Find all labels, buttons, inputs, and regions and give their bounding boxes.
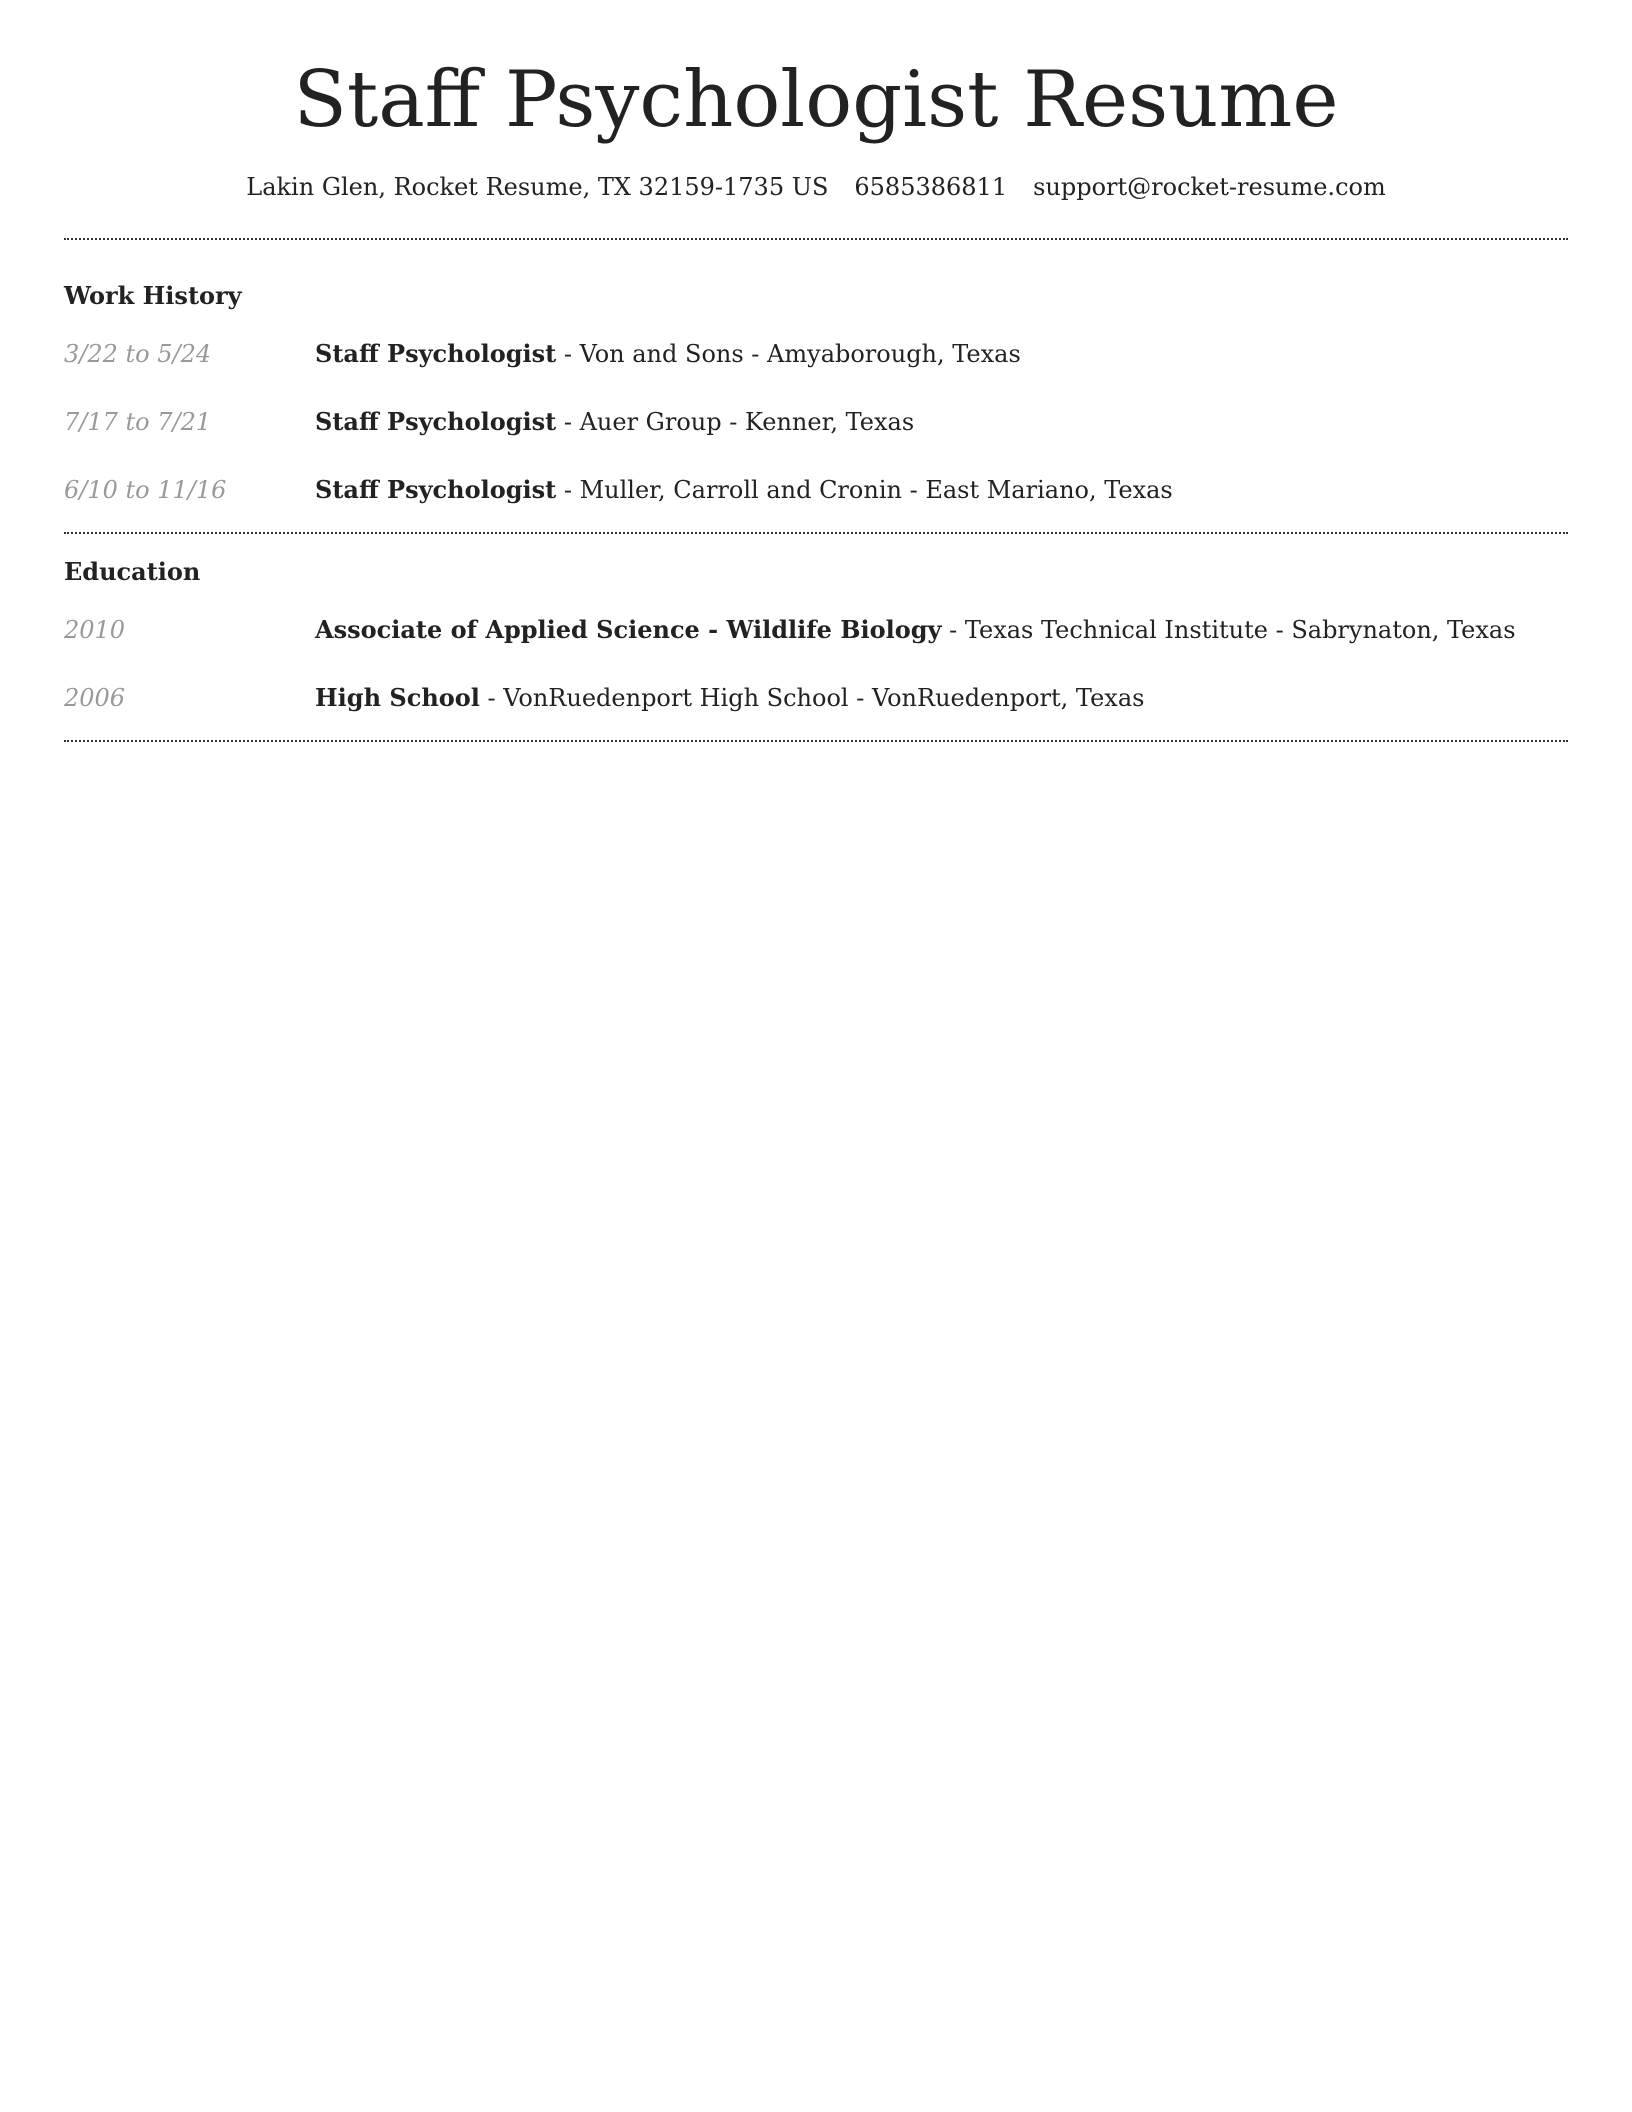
education-entry-description — [315, 614, 1516, 646]
education-heading: Education — [64, 557, 201, 586]
contact-email: support@rocket-resume.com — [1033, 173, 1386, 201]
contact-address: Lakin Glen, Rocket Resume, TX 32159-1735 US — [246, 173, 829, 201]
work-entry-role: Staff Psychologist — [315, 407, 557, 436]
education-entry-details: - VonRuedenport High School - VonRuedenport, Texas — [479, 684, 1145, 712]
work-entry-details: - Auer Group - Kenner, Texas — [556, 408, 915, 436]
work-entry-description — [315, 338, 1021, 370]
work-entry-description — [315, 406, 914, 438]
work-entry-dates: 6/10 to 11/16 — [64, 476, 227, 504]
education-entry — [64, 614, 1568, 646]
education-section — [64, 556, 1568, 740]
education-entry-description — [315, 682, 1144, 714]
work-entry-dates: 7/17 to 7/21 — [64, 408, 212, 436]
page-title: Staff Psychologist Resume — [293, 55, 1339, 145]
work-entry-description — [315, 474, 1173, 506]
work-entry — [64, 406, 1568, 438]
header-divider — [64, 238, 1568, 240]
contact-line — [64, 170, 1568, 204]
education-list — [64, 588, 1568, 740]
section-divider — [64, 740, 1568, 742]
contact-phone: 6585386811 — [854, 173, 1008, 201]
work-entry-details: - Von and Sons - Amyaborough, Texas — [556, 340, 1021, 368]
section-divider — [64, 532, 1568, 534]
work-entry-role: Staff Psychologist — [315, 339, 557, 368]
work-history-list — [64, 338, 1568, 532]
education-entry-details: - Texas Technical Institute - Sabrynaton, Texas — [941, 616, 1516, 644]
work-entry — [64, 474, 1568, 506]
education-entry-degree: High School — [315, 683, 480, 712]
education-entry — [64, 682, 1568, 714]
education-entry-degree: Associate of Applied Science - Wildlife Biology — [315, 615, 942, 644]
work-entry-details: - Muller, Carroll and Cronin - East Mariano, Texas — [556, 476, 1173, 504]
work-entry-dates: 3/22 to 5/24 — [64, 340, 212, 368]
work-entry-role: Staff Psychologist — [315, 475, 557, 504]
education-entry-year: 2010 — [64, 616, 126, 644]
education-entry-year: 2006 — [64, 684, 126, 712]
work-history-section — [64, 280, 1568, 532]
work-history-heading: Work History — [64, 281, 242, 310]
work-entry — [64, 338, 1568, 370]
